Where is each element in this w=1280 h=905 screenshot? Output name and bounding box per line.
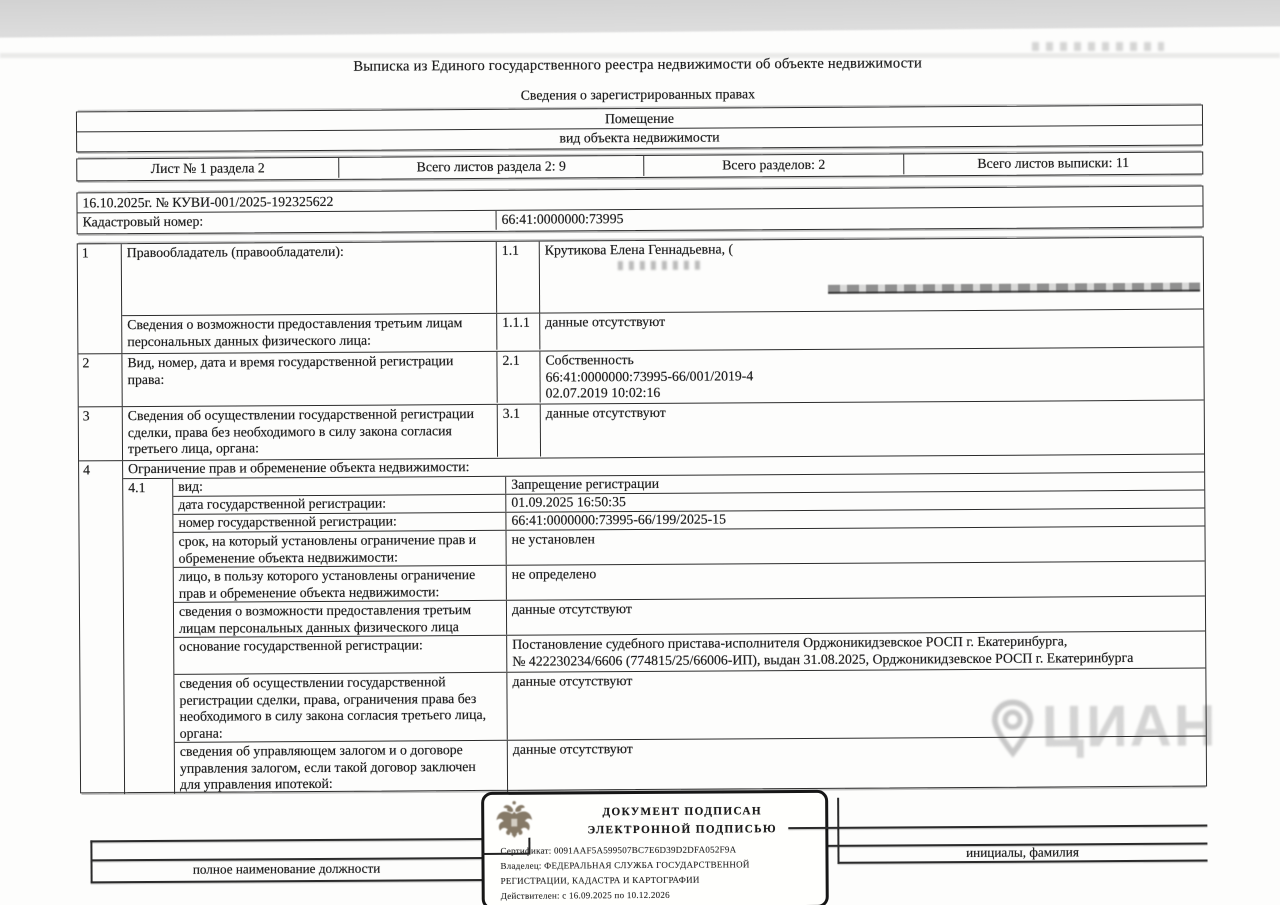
right-registration-number: 66:41:0000000:73995-66/001/2019-4 [545, 367, 754, 385]
signature-line [91, 879, 483, 883]
section-sheets-cell: Всего листов раздела 2: 9 [339, 156, 644, 178]
restriction-row-deal-registration [174, 669, 1205, 743]
restriction-value: 01.09.2025 16:50:35 [511, 494, 626, 510]
double-headed-eagle-icon [495, 799, 533, 839]
restriction-value: Запрещение регистрации [511, 475, 660, 492]
table-row-group-2 [78, 348, 1203, 408]
right-registration-label: Вид, номер, дата и время государственной регистрации права: [122, 352, 497, 405]
stamp-owner-line2: РЕГИСТРАЦИИ, КАДАСТРА И КАРТОГРАФИИ [500, 874, 700, 886]
table-row-personal-data [122, 310, 1203, 353]
object-kind-value: Помещение [604, 110, 675, 127]
restriction-row-pledge-manager [175, 737, 1206, 794]
restriction-label: номер государственной регистрации: [173, 513, 506, 532]
cadastral-number-label: Кадастровый номер: [78, 211, 497, 233]
restriction-value: данные отсутствуют [512, 673, 633, 689]
right-type: Собственность [545, 352, 634, 368]
position-name-label: полное наименование должности [192, 860, 381, 877]
restriction-subnumber: 4.1 [123, 479, 175, 794]
row-number: 3 [79, 407, 123, 460]
row-subnumber: 2.1 [497, 352, 540, 403]
restriction-label: сведения об осуществлении государственной регистрации сделки, права, ограничения права без необходимого в силу закона согласия третьего лица, органа: [174, 673, 507, 742]
extract-sheets-cell: Всего листов выписки: 11 [977, 155, 1130, 171]
restriction-label: вид: [173, 477, 506, 496]
rightholder-value-cell [540, 238, 1203, 313]
sheet-info-table [76, 152, 1203, 182]
document-subtitle: Сведения о зарегистрированных правах [520, 86, 756, 103]
stamp-certificate: Сертификат: 0091AAF5A599507BC7E6D39D2DFA052F9A [500, 844, 737, 856]
restriction-label: основание государственной регистрации: [174, 636, 507, 674]
sections-total-cell: Всего разделов: 2 [644, 154, 904, 176]
object-kind-caption: вид объекта недвижимости [559, 129, 720, 146]
personal-data-value: данные отсутствуют [545, 313, 666, 330]
row-number: 2 [78, 354, 122, 406]
table-row-group-1 [78, 238, 1204, 355]
deal-registration-value: данные отсутствуют [545, 404, 666, 421]
table-row-deal-registration [123, 401, 1204, 460]
restriction-value: данные отсутствуют [511, 601, 632, 617]
restriction-label: лицо, в пользу которого установлены ограничение прав и обременение объекта недвижимости: [174, 566, 507, 602]
right-registration-datetime: 02.07.2019 10:02:16 [545, 384, 661, 401]
row-number: 1 [78, 244, 123, 353]
cadastral-number-value: 66:41:0000000:73995 [501, 211, 624, 227]
watermark-text: ЦИАН [1041, 693, 1218, 760]
redaction-smudge [618, 261, 706, 271]
rightholder-label: Правообладатель (правообладатели): [122, 242, 497, 315]
row-subnumber: 3.1 [498, 405, 541, 457]
signature-line [788, 825, 1207, 829]
table-row-rightholder [122, 238, 1203, 317]
table-row-group-4 [79, 455, 1206, 795]
row-number: 4 [79, 461, 125, 794]
stamp-validity: Действителен: с 16.09.2025 по 10.12.2026 [500, 889, 670, 901]
restriction-value: не установлен [511, 531, 595, 547]
basis-line-1: Постановление судебного пристава-исполнителя Орджоникидзевское РОСП г. Екатеринбурга, [512, 633, 1068, 652]
restriction-label: сведения об управляющем залогом и о договоре управления залогом, если такой договор заключен для управления ипотекой: [175, 741, 508, 794]
rightholder-name: Крутикова Елена Геннадьевна, ( [544, 241, 734, 258]
object-kind-table [76, 105, 1203, 153]
table-row-group-3 [79, 401, 1204, 462]
redaction-line [828, 283, 1200, 294]
restrictions-header-label: Ограничение прав и обременение объекта недвижимости: [128, 459, 470, 477]
restriction-row-basis [174, 632, 1205, 675]
document-title: Выписка из Единого государственного реестра недвижимости об объекте недвижимости [353, 55, 923, 75]
basis-line-2: № 422230234/6606 (774815/25/66006-ИП), выдан 31.08.2025, Орджоникидзевское РОСП г. Екатеринбурга [512, 649, 1134, 669]
restriction-value: 66:41:0000000:73995-66/199/2025-15 [511, 511, 727, 528]
right-registration-value-cell [540, 348, 1203, 403]
signature-line [90, 838, 482, 842]
restriction-label: дата государственной регистрации: [173, 495, 506, 514]
sheet-number-cell: Лист № 1 раздела 2 [77, 158, 339, 180]
rights-table [77, 237, 1207, 794]
stamp-title-line1: ДОКУМЕНТ ПОДПИСАН [602, 805, 763, 819]
row-subnumber: 1.1.1 [497, 314, 540, 350]
restriction-value: не определено [511, 566, 597, 582]
initials-surname-label: инициалы, фамилия [966, 844, 1079, 861]
stamp-title-line2: ЭЛЕКТРОННОЙ ПОДПИСЬЮ [587, 823, 778, 837]
row-subnumber: 1.1 [497, 242, 540, 313]
deal-registration-label: Сведения об осуществлении государственной регистрации сделки, права без необходимого в силу закона согласия третьего лица, органа: [123, 405, 498, 459]
restriction-label: срок, на который установлены ограничение прав и обременение объекта недвижимости: [173, 531, 506, 567]
electronic-signature-stamp [481, 790, 829, 905]
request-date-number: 16.10.2025г. № КУВИ-001/2025-192325622 [82, 193, 334, 211]
request-info-table [76, 186, 1203, 235]
restriction-basis-value [507, 632, 1205, 672]
personal-data-label: Сведения о возможности предоставления третьим лицам персональных данных физического лица: [122, 314, 497, 352]
restriction-value: данные отсутствуют [512, 741, 633, 757]
restriction-label: сведения о возможности предоставления третьим лицам персональных данных физического лица [174, 601, 507, 637]
table-row-right-registration [122, 348, 1203, 406]
stamp-owner-line1: Владелец: ФЕДЕРАЛЬНАЯ СЛУЖБА ГОСУДАРСТВЕННОЙ [500, 859, 750, 871]
